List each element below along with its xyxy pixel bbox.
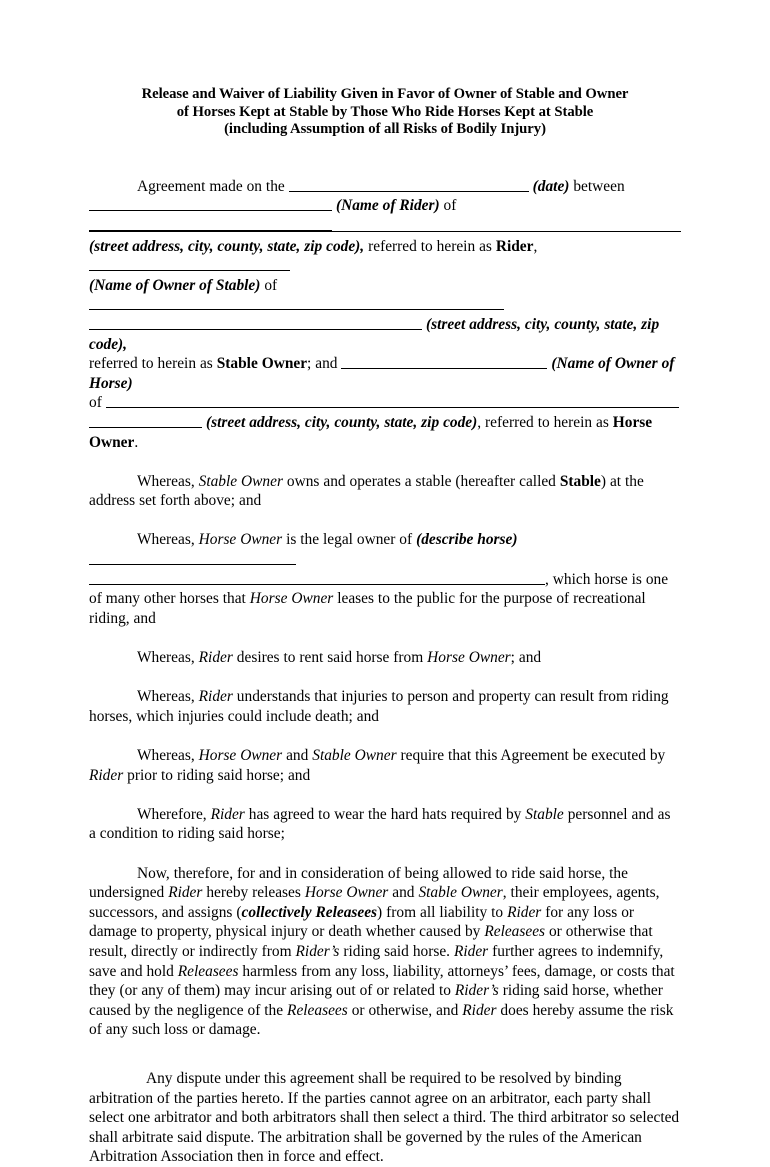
release-rider-3: Rider <box>453 942 489 960</box>
release-s7: or otherwise that result, directly or indirectly from <box>89 923 653 960</box>
whereas-1-stable-term: Stable <box>559 472 601 490</box>
blank-name-of-owner-of-horse[interactable] <box>341 356 547 370</box>
wherefore-lead: Wherefore, <box>137 805 207 823</box>
release-s6: for any loss or damage to property, physical injury or death whether caused by <box>89 903 635 941</box>
blank-rider-address-1[interactable] <box>89 217 332 231</box>
paragraph-wherefore <box>89 805 681 844</box>
release-releasees-2: Releasees <box>177 962 239 980</box>
paragraph-arbitration-clause: Any dispute under this agreement shall be required to be resolved by binding arbitration of the parties hereto. If the parties cannot agree on an arbitrator, each party shall select one arbitrator and both arbitrators shall then select a third. The third arbitrator so selected shall arbitrate said dispute. The arbitration shall be governed by the rules of the American Arbitration Association then in force and effect. <box>89 1069 680 1166</box>
document-title <box>89 86 681 139</box>
term-stable-owner: Stable Owner <box>216 355 308 373</box>
release-collectively-releasees: collectively Releasees <box>241 903 378 921</box>
whereas-1-body-a: owns and operates a stable (hereafter called <box>286 472 556 490</box>
label-date: (date) <box>532 177 570 195</box>
whereas-5-lead: Whereas, <box>137 747 195 764</box>
paragraph-whereas-5 <box>89 746 681 785</box>
release-riders-1: Rider’s <box>295 942 340 960</box>
whereas-3-subject: Rider <box>198 649 233 667</box>
release-s11: riding said horse, whether caused by the negligence of the <box>89 982 663 1019</box>
document-content <box>89 86 681 1167</box>
whereas-1-subject: Stable Owner <box>198 472 283 490</box>
wherefore-body-b: personnel and as a condition to riding said horse; <box>89 805 671 843</box>
whereas-4-body-a: understands that injuries to person and property can result from riding horses, which injuries could include death; and <box>89 688 669 725</box>
label-describe-horse: (describe horse) <box>416 531 518 549</box>
release-rider-2: Rider <box>507 903 542 921</box>
release-s8: riding said horse. <box>343 942 451 960</box>
wherefore-body-a: has agreed to wear the hard hats required by <box>248 805 522 823</box>
paragraph-whereas-1 <box>89 472 681 511</box>
release-s1: Now, therefore, for and in consideration of being allowed to ride said horse, the undersigned <box>89 864 628 902</box>
paragraph-whereas-2 <box>89 530 681 628</box>
label-name-of-rider: (Name of Rider) <box>335 197 440 215</box>
whereas-5-subject-3: Rider <box>89 766 124 784</box>
blank-name-of-rider[interactable] <box>89 198 332 212</box>
term-rider: Rider <box>495 237 534 255</box>
whereas-3-body-b: ; and <box>510 649 542 667</box>
paragraph-whereas-3 <box>89 648 681 668</box>
label-street-horse: (street address, city, county, state, zip code) <box>205 413 478 431</box>
paragraph-agreement-intro <box>89 177 681 452</box>
release-s4: , their employees, agents, successors, and assigns ( <box>89 884 660 921</box>
whereas-2-body-a: is the legal owner of <box>286 531 413 549</box>
release-releasees-3: Releasees <box>287 1001 348 1019</box>
label-name-of-owner-of-horse: (Name of Owner of Horse) <box>89 355 675 392</box>
release-s13: does hereby assume the risk of any such loss or damage. <box>89 1001 674 1039</box>
release-horse-owner-1: Horse Owner <box>304 884 389 902</box>
label-street-stable: (street address, city, county, state, zip code), <box>89 315 660 353</box>
release-s5: ) from all liability to <box>377 903 504 921</box>
title-line-3: (including Assumption of all Risks of Bodily Injury) <box>224 121 546 138</box>
paragraph-release-clause <box>89 864 681 1040</box>
whereas-2-subject: Horse Owner <box>198 531 283 549</box>
whereas-5-subject: Horse Owner <box>198 747 283 764</box>
label-street-rider: (street address, city, county, state, zip code), <box>89 237 365 255</box>
release-s9: further agrees to indemnify, save and hold <box>89 942 664 980</box>
intro-rider-comma: , <box>533 237 538 255</box>
whereas-5-body-b: prior to riding said horse; and <box>127 766 311 784</box>
blank-rider-address-2[interactable] <box>89 231 681 232</box>
whereas-3-body-a: desires to rent said horse from <box>236 649 424 667</box>
whereas-5-subject-2: Stable Owner <box>312 747 397 764</box>
title-line-1: Release and Waiver of Liability Given in Favor of Owner of Stable and Owner <box>141 86 629 102</box>
release-s10: harmless from any loss, liability, attorneys’ fees, damage, or costs that they (or any of them) may incur arising out of or related to <box>89 962 675 1000</box>
blank-date[interactable] <box>289 178 529 192</box>
release-releasees-1: Releasees <box>484 923 546 941</box>
whereas-5-and: and <box>286 747 309 764</box>
whereas-2-lead: Whereas, <box>137 531 195 549</box>
whereas-2-subject-2: Horse Owner <box>249 590 334 608</box>
intro-period: . <box>134 433 139 451</box>
whereas-1-body-b: ) at the address set forth above; and <box>89 472 644 510</box>
intro-of-1: of <box>443 197 457 215</box>
blank-horse-owner-address-2[interactable] <box>89 414 202 428</box>
blank-describe-horse-1[interactable] <box>89 551 296 565</box>
intro-referred-rider: referred to herein as <box>368 237 492 255</box>
intro-referred-horse: , referred to herein as <box>477 413 609 431</box>
whereas-3-lead: Whereas, <box>137 649 195 667</box>
whereas-5-body-a: require that this Agreement be executed by <box>400 747 666 764</box>
release-s3: and <box>392 884 415 902</box>
blank-horse-owner-address-1[interactable] <box>106 395 679 409</box>
blank-stable-address-2[interactable] <box>89 316 422 330</box>
release-s12: or otherwise, and <box>351 1001 459 1019</box>
whereas-4-lead: Whereas, <box>137 688 195 706</box>
label-name-of-owner-of-stable: (Name of Owner of Stable) <box>89 276 261 294</box>
whereas-3-subject-2: Horse Owner <box>427 649 511 667</box>
intro-lead: Agreement made on the <box>137 177 285 195</box>
blank-describe-horse-2[interactable] <box>89 571 545 585</box>
release-s2: hereby releases <box>206 884 301 902</box>
blank-stable-address-1[interactable] <box>89 297 504 311</box>
release-stable-owner-1: Stable Owner <box>418 884 503 902</box>
wherefore-subject-2: Stable <box>525 805 564 823</box>
release-riders-2: Rider’s <box>454 982 499 1000</box>
whereas-1-lead: Whereas, <box>137 472 195 490</box>
intro-of-3: of <box>89 394 102 412</box>
whereas-4-subject: Rider <box>198 688 233 706</box>
whereas-2-body-b: , which horse is one of many other horses that <box>89 570 669 608</box>
whereas-2-body-c: leases to the public for the purpose of recreational riding, and <box>89 590 646 627</box>
title-line-2: of Horses Kept at Stable by Those Who Ride Horses Kept at Stable <box>176 103 594 120</box>
wherefore-subject: Rider <box>210 805 245 823</box>
release-rider-1: Rider <box>168 884 203 902</box>
intro-and-1: ; and <box>307 355 338 373</box>
paragraph-whereas-4 <box>89 687 681 726</box>
blank-name-of-owner-of-stable[interactable] <box>89 258 290 272</box>
intro-referred-stable: referred to herein as <box>89 355 213 373</box>
intro-of-2: of <box>264 276 278 294</box>
intro-between: between <box>573 177 625 195</box>
term-horse-owner: Horse Owner <box>89 413 653 451</box>
release-rider-4: Rider <box>462 1001 497 1019</box>
